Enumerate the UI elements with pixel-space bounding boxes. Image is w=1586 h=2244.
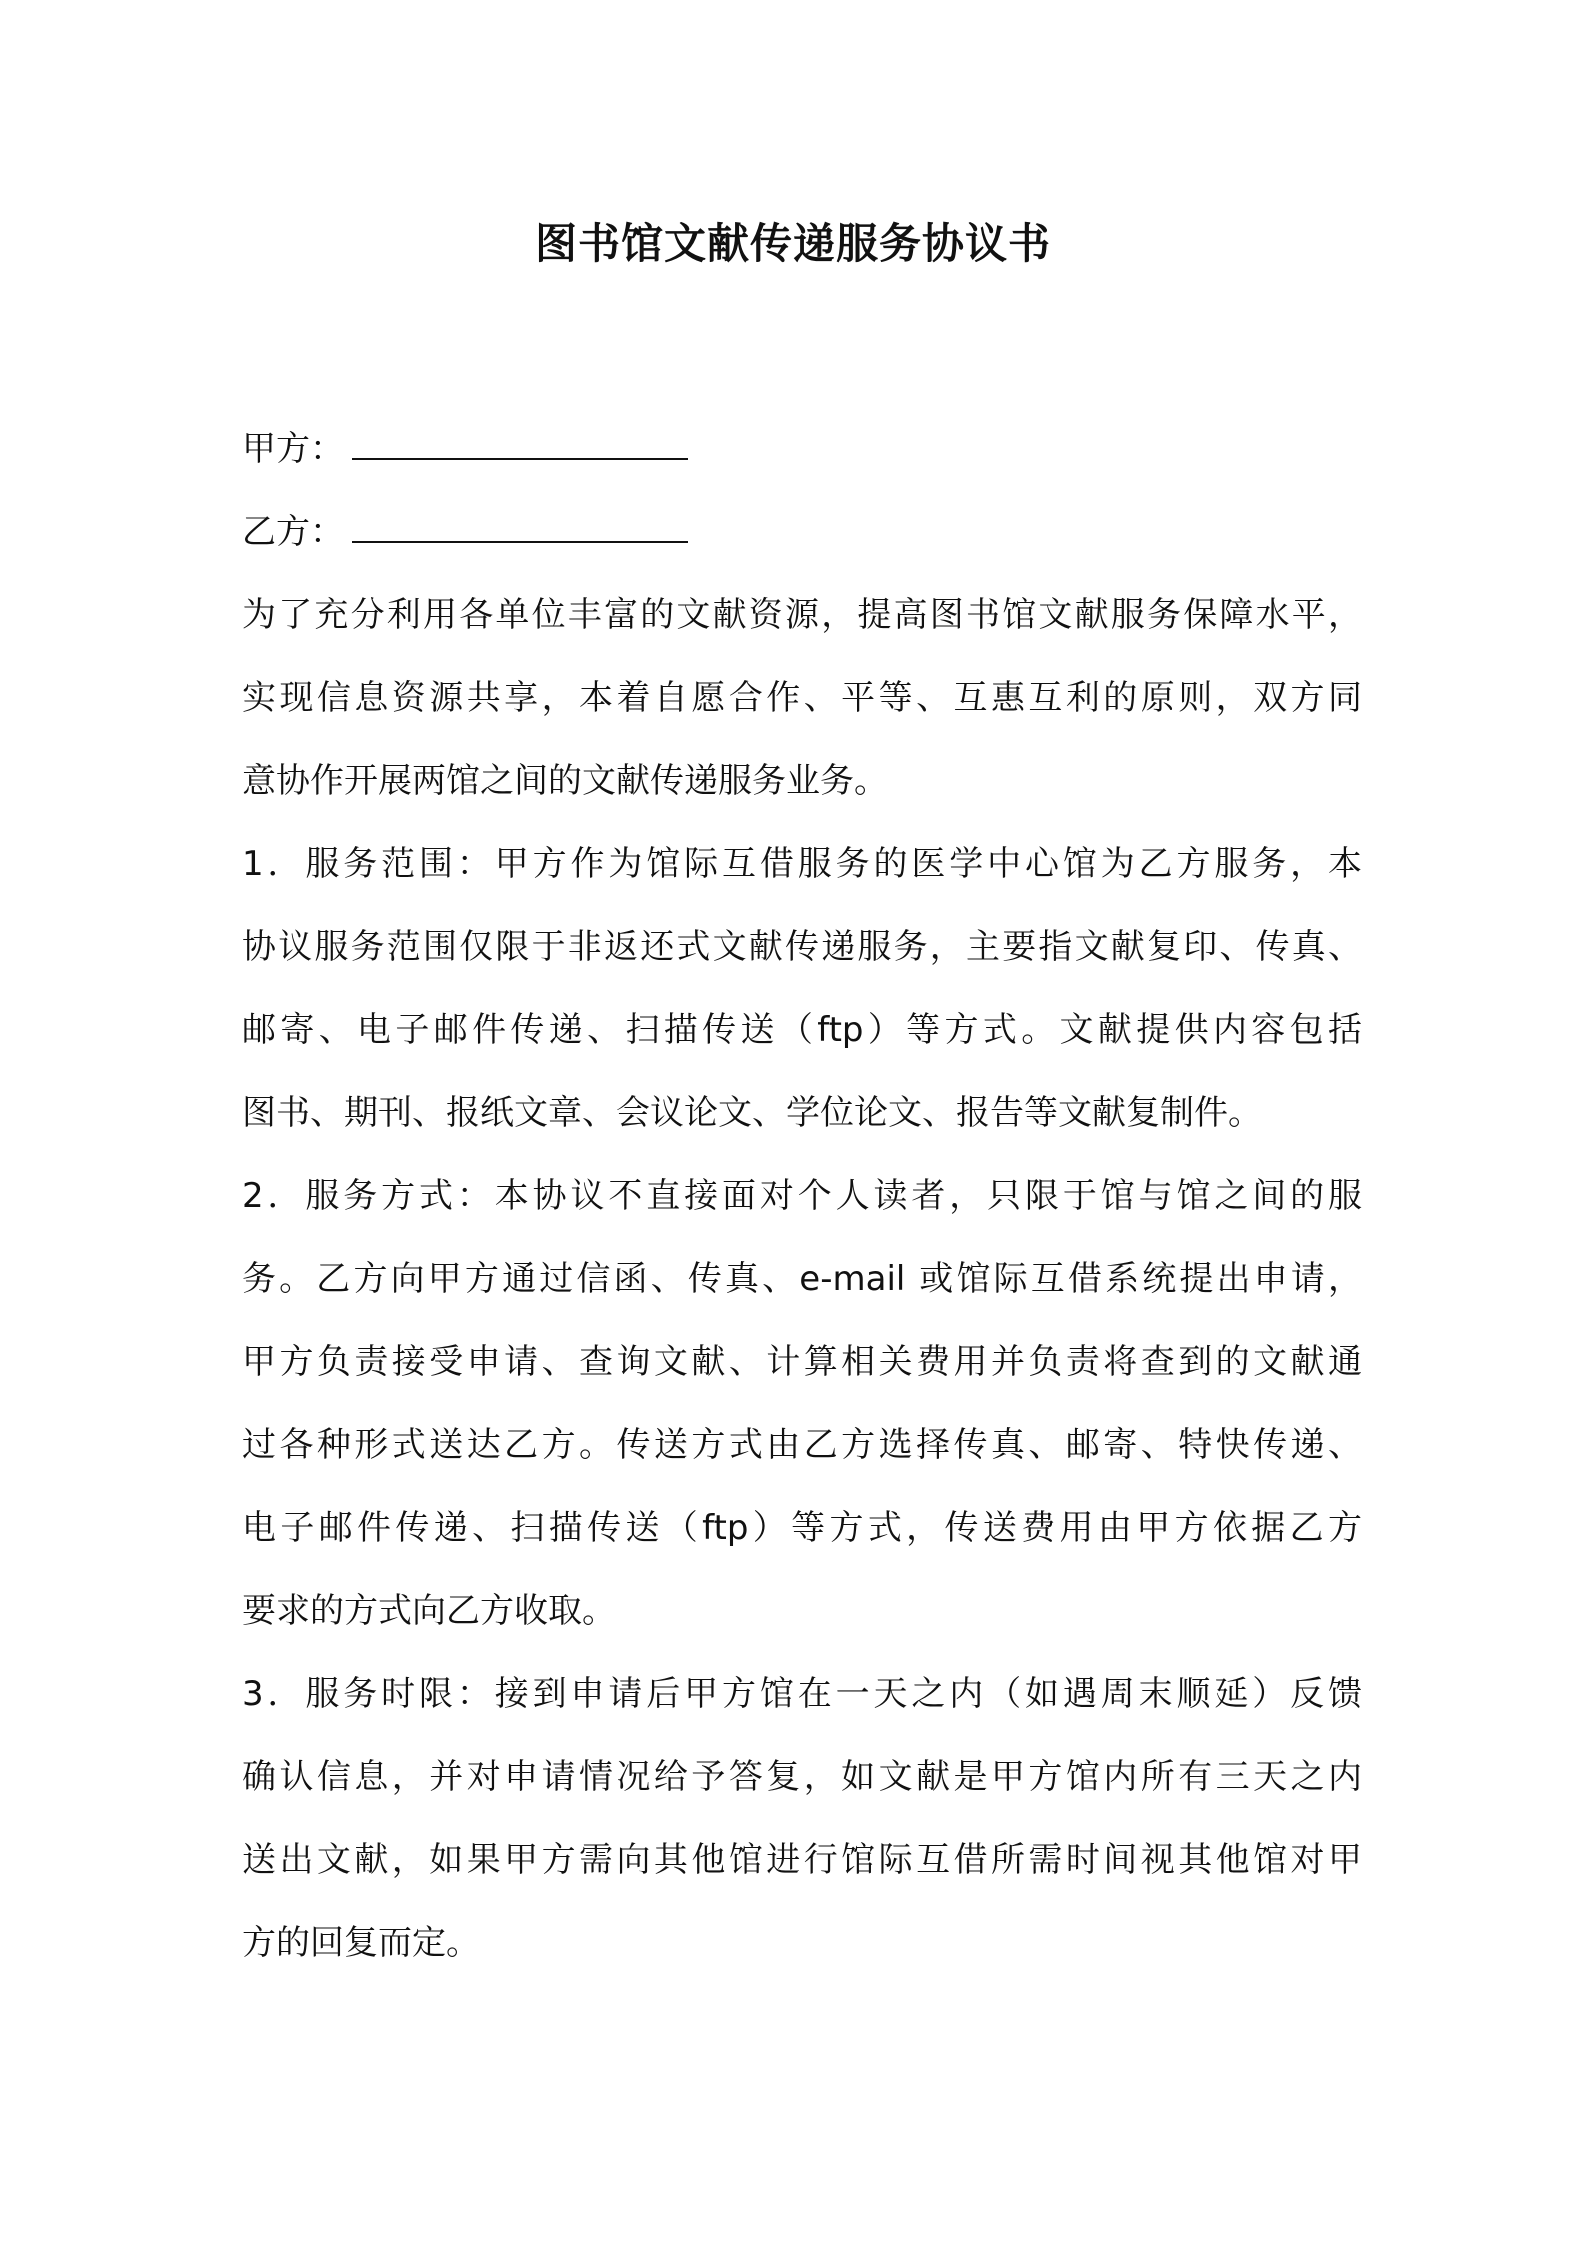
intro-line: 意协作开展两馆之间的文献传递服务业务。 <box>242 761 888 801</box>
clause-2-line: 2．服务方式：本协议不直接面对个人读者，只限于馆与馆之间的服 <box>242 1176 1362 1216</box>
party-a-line <box>242 408 1362 491</box>
clause-3-line: 确认信息，并对申请情况给予答复，如文献是甲方馆内所有三天之内 <box>242 1757 1362 1797</box>
clause-2-line: 务。乙方向甲方通过信函、传真、e-mail 或馆际互借系统提出申请， <box>242 1259 1362 1299</box>
intro-line: 实现信息资源共享，本着自愿合作、平等、互惠互利的原则，双方同 <box>242 678 1362 718</box>
clause-1-line: 协议服务范围仅限于非返还式文献传递服务，主要指文献复印、传真、 <box>242 927 1362 967</box>
clause-3-line: 方的回复而定。 <box>242 1923 480 1963</box>
clause-1-line: 1．服务范围：甲方作为馆际互借服务的医学中心馆为乙方服务，本 <box>242 844 1362 884</box>
clause-1-line: 邮寄、电子邮件传递、扫描传送（ftp）等方式。文献提供内容包括 <box>242 1010 1362 1050</box>
intro-line: 为了充分利用各单位丰富的文献资源，提高图书馆文献服务保障水平， <box>242 595 1362 635</box>
clause-3-line: 3．服务时限：接到申请后甲方馆在一天之内（如遇周末顺延）反馈 <box>242 1674 1362 1714</box>
party-b-label: 乙方： <box>242 512 344 552</box>
party-a-blank <box>352 448 688 460</box>
clause-2-line: 过各种形式送达乙方。传送方式由乙方选择传真、邮寄、特快传递、 <box>242 1425 1362 1465</box>
clause-2-line: 要求的方式向乙方收取。 <box>242 1591 616 1631</box>
party-a-label: 甲方： <box>242 429 344 469</box>
clause-3-line: 送出文献，如果甲方需向其他馆进行馆际互借所需时间视其他馆对甲 <box>242 1840 1362 1880</box>
clause-1-line: 图书、期刊、报纸文章、会议论文、学位论文、报告等文献复制件。 <box>242 1093 1262 1133</box>
clause-2-line: 电子邮件传递、扫描传送（ftp）等方式，传送费用由甲方依据乙方 <box>242 1508 1362 1548</box>
document-title: 图书馆文献传递服务协议书 <box>534 219 1051 268</box>
party-b-blank <box>352 531 688 543</box>
party-b-line <box>242 491 1362 574</box>
clause-2-line: 甲方负责接受申请、查询文献、计算相关费用并负责将查到的文献通 <box>242 1342 1362 1382</box>
document-body <box>242 408 1362 1985</box>
